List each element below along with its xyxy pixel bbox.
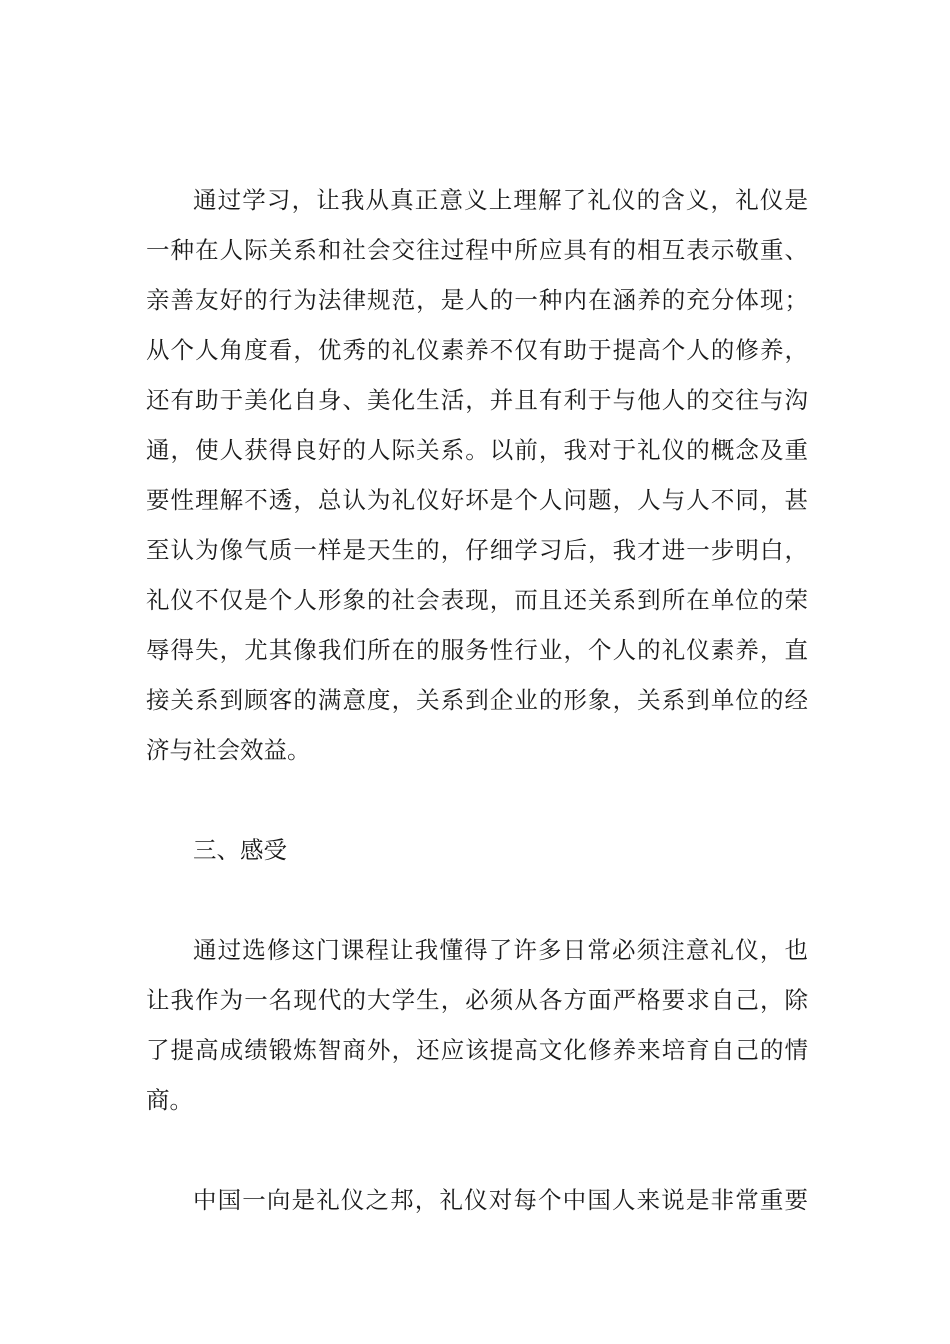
paragraph-line: 还有助于美化自身、美化生活，并且有利于与他人的交往与沟 (146, 386, 808, 414)
paragraph-line: 中国一向是礼仪之邦，礼仪对每个中国人来说是非常重要 (193, 1186, 808, 1214)
paragraph-line: 从个人角度看，优秀的礼仪素养不仅有助于提高个人的修养， (146, 336, 808, 364)
paragraph-line: 礼仪不仅是个人形象的社会表现，而且还关系到所在单位的荣 (146, 586, 808, 614)
paragraph-line: 通过选修这门课程让我懂得了许多日常必须注意礼仪，也 (193, 936, 808, 964)
paragraph-line: 一种在人际关系和社会交往过程中所应具有的相互表示敬重、 (146, 236, 808, 264)
paragraph-line: 让我作为一名现代的大学生，必须从各方面严格要求自己，除 (146, 986, 808, 1014)
paragraph-line: 通，使人获得良好的人际关系。以前，我对于礼仪的概念及重 (146, 436, 808, 464)
paragraph-line: 辱得失，尤其像我们所在的服务性行业，个人的礼仪素养，直 (146, 636, 808, 664)
paragraph-line: 商。 (146, 1086, 193, 1114)
paragraph-line: 通过学习，让我从真正意义上理解了礼仪的含义，礼仪是 (193, 186, 808, 214)
paragraph-line: 接关系到顾客的满意度，关系到企业的形象，关系到单位的经 (146, 686, 808, 714)
section-heading: 三、感受 (193, 836, 287, 864)
paragraph-line: 亲善友好的行为法律规范，是人的一种内在涵养的充分体现； (146, 286, 808, 314)
paragraph-line: 了提高成绩锻炼智商外，还应该提高文化修养来培育自己的情 (146, 1036, 808, 1064)
paragraph-line: 要性理解不透，总认为礼仪好坏是个人问题，人与人不同，甚 (146, 486, 808, 514)
paragraph-line: 至认为像气质一样是天生的，仔细学习后，我才进一步明白， (146, 536, 808, 564)
paragraph-line: 济与社会效益。 (146, 736, 311, 764)
